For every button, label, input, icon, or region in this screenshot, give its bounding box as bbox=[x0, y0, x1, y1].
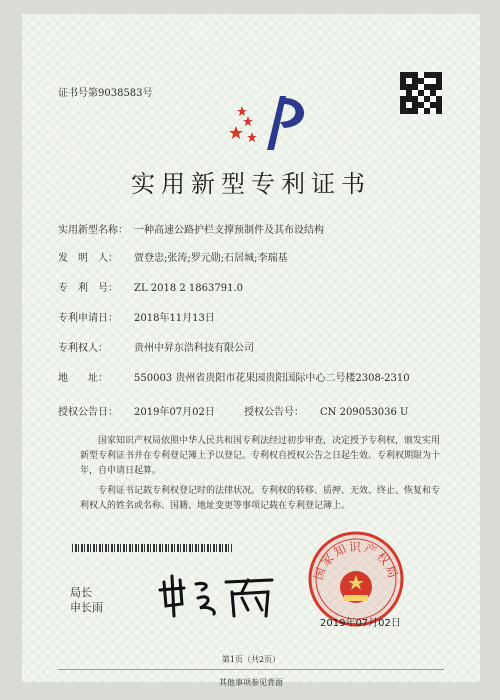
field-value: 一种高速公路护栏支撑预制件及其布设结构 bbox=[134, 225, 324, 236]
divider bbox=[58, 669, 444, 670]
field-label: 地 址： bbox=[58, 373, 108, 384]
certificate-number: 证书号第9038583号 bbox=[58, 88, 153, 99]
seal-date: 2019年07月02日 bbox=[320, 618, 401, 629]
field-value: 2019年07月02日 bbox=[134, 407, 215, 418]
certificate-title: 实用新型专利证书 bbox=[131, 170, 371, 198]
patent-office-logo-icon bbox=[222, 92, 322, 152]
director-name: 申长雨 bbox=[70, 601, 103, 614]
field-value: ZL 2018 2 1863791.0 bbox=[134, 283, 244, 294]
field-value: CN 209053036 U bbox=[320, 407, 409, 418]
field-value: 贾登忠;张涛;罗元勋;石居城;李瑞基 bbox=[134, 253, 288, 264]
field-patent-no bbox=[58, 282, 243, 296]
field-label: 专 利 号： bbox=[58, 283, 118, 294]
field-announce bbox=[58, 406, 408, 420]
legal-status-statement: 专利证书记载专利权登记时的法律状况。专利权的转移、质押、无效、终止、恢复和专利权人的姓名或名称、国籍、地址变更等事项记载在专利登记簿上。 bbox=[80, 486, 441, 511]
field-value: 贵州中昇东浩科技有限公司 bbox=[134, 343, 254, 354]
field-patentee bbox=[58, 342, 254, 356]
field-name bbox=[58, 224, 324, 238]
footer-note: 其他事项参见背面 bbox=[219, 678, 283, 687]
seal-text: 国家知识产权局 bbox=[311, 540, 401, 582]
page-indicator: 第1页（共2页） bbox=[221, 655, 281, 664]
field-address bbox=[58, 372, 464, 386]
field-label: 专利申请日： bbox=[58, 313, 118, 324]
grant-statement: 国家知识产权局依照中华人民共和国专利法经过初步审查，决定授予专利权，颁发实用新型专利证书并在专利登记簿上予以登记。专利权自授权公告之日起生效。专利权期限为十年，自申请日起算。 bbox=[80, 436, 441, 476]
field-filing-date bbox=[58, 312, 215, 326]
field-inventors bbox=[58, 252, 287, 266]
field-label: 授权公告号： bbox=[244, 407, 304, 418]
field-value: 2018年11月13日 bbox=[134, 313, 215, 324]
qr-code bbox=[400, 72, 442, 114]
field-value: 550003 贵州省贵阳市花果园贵阳国际中心二号楼2308-2310 bbox=[134, 373, 410, 384]
field-label: 专利权人： bbox=[58, 343, 108, 354]
field-label: 实用新型名称： bbox=[58, 225, 128, 236]
director-signature bbox=[152, 572, 282, 620]
field-label: 授权公告日： bbox=[58, 407, 118, 418]
barcode bbox=[72, 544, 232, 552]
certificate-sheet bbox=[22, 14, 480, 687]
director-title: 局长 bbox=[70, 586, 92, 599]
field-label: 发 明 人： bbox=[58, 253, 118, 264]
